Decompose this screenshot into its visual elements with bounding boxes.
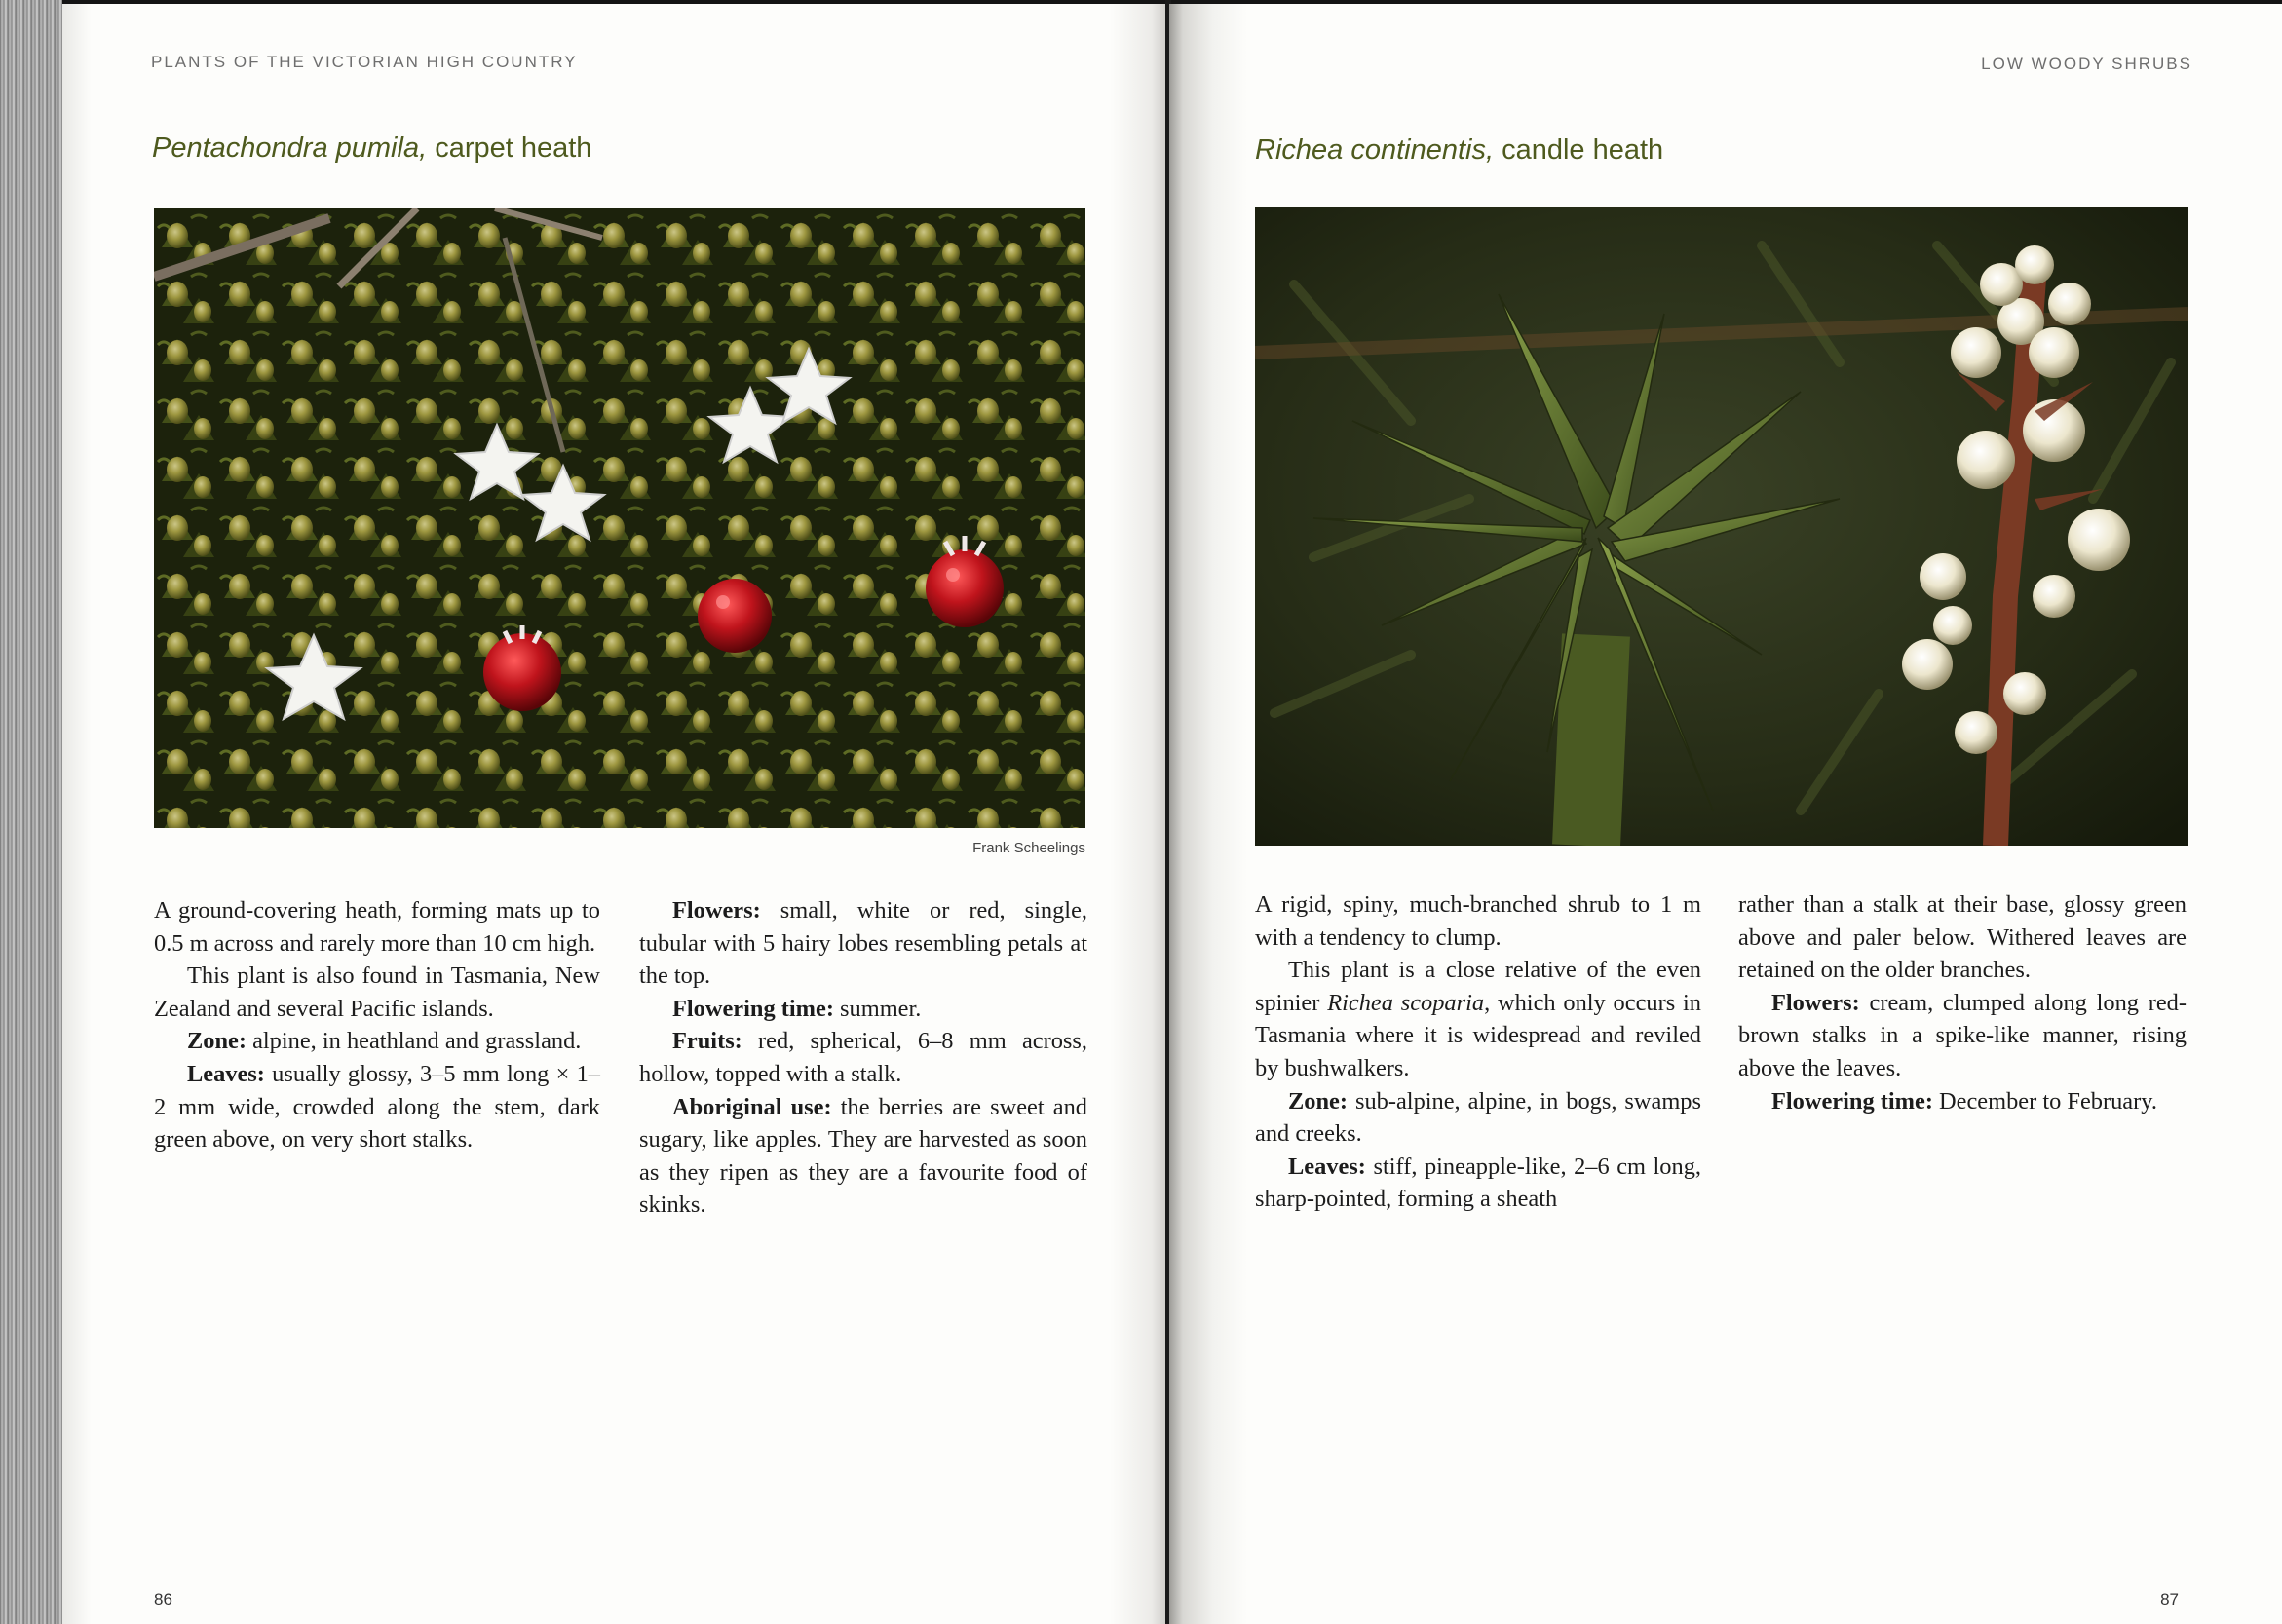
left-text-column-1	[154, 894, 600, 1156]
running-head-left: PLANTS OF THE VICTORIAN HIGH COUNTRY	[151, 53, 578, 71]
flowering-time-entry	[639, 993, 1087, 1026]
flowering-time-entry	[1738, 1085, 2187, 1118]
common-name: carpet heath	[435, 132, 592, 164]
flowering-time-text: December to February.	[1932, 1087, 2157, 1114]
paragraph-part: This plant is a close relative of the even spinier	[1255, 957, 1701, 1016]
flowers-label: Flowers:	[672, 897, 761, 924]
right-text-column-2	[1738, 888, 2187, 1117]
flowers-label: Flowers:	[1771, 989, 1860, 1016]
leaves-entry	[1255, 1151, 1701, 1216]
species-title-left	[152, 132, 591, 165]
paragraph-part: , which only occurs in Tasmania where it is widespread and reviled by bushwalkers.	[1255, 989, 1701, 1081]
aboriginal-use-text: the berries are sweet and sugary, like apples. They are harvested as soon as they ripen as they are a favourite food of skinks.	[639, 1093, 1088, 1219]
paragraph: A rigid, spiny, much-branched shrub to 1 m with a tendency to clump.	[1255, 891, 1701, 951]
page-number-right: 87	[2160, 1590, 2179, 1608]
paragraph: This plant is also found in Tasmania, New Zealand and several Pacific islands.	[154, 963, 600, 1022]
scientific-name: Pentachondra pumila,	[152, 132, 428, 164]
flowers-text: small, white or red, single, tubular with 5 hairy lobes resembling petals at the top.	[639, 897, 1087, 990]
page-number-left: 86	[154, 1590, 172, 1608]
right-page	[1169, 4, 2282, 1624]
right-text-column-1	[1255, 888, 1701, 1216]
fruits-text: red, spherical, 6–8 mm across, hollow, topped with a stalk.	[639, 1028, 1087, 1087]
zone-entry	[1255, 1085, 1701, 1151]
leaves-text: stiff, pineapple-like, 2–6 cm long, sharp-pointed, forming a sheath	[1255, 1152, 1701, 1213]
book-page-edges	[0, 0, 62, 1624]
zone-text: alpine, in heathland and grassland.	[246, 1028, 582, 1055]
aboriginal-use-entry	[639, 1091, 1087, 1222]
leaves-entry	[154, 1058, 600, 1156]
paragraph: rather than a stalk at their base, glossy green above and paler below. Withered leaves are retained on the older branches.	[1738, 891, 2187, 984]
paragraph: A ground-covering heath, forming mats up to 0.5 m across and rarely more than 10 cm high.	[154, 897, 600, 957]
flowering-time-label: Flowering time:	[672, 995, 834, 1022]
species-title-right	[1255, 134, 1663, 167]
flowering-time-label: Flowering time:	[1771, 1087, 1933, 1114]
flowers-text: cream, clumped along long red-brown stalks in a spike-like manner, rising above the leaves.	[1738, 989, 2187, 1081]
running-head-right: LOW WOODY SHRUBS	[1981, 55, 2192, 73]
scientific-name: Richea continentis,	[1255, 134, 1495, 166]
common-name: candle heath	[1502, 134, 1664, 166]
zone-label: Zone:	[1288, 1087, 1348, 1114]
zone-label: Zone:	[187, 1028, 247, 1055]
leaves-label: Leaves:	[1288, 1152, 1366, 1180]
zone-text: sub-alpine, alpine, in bogs, swamps and creeks.	[1255, 1087, 1701, 1148]
aboriginal-use-label: Aboriginal use:	[672, 1093, 832, 1120]
paragraph	[1255, 954, 1701, 1084]
leaves-text: usually glossy, 3–5 mm long × 1–2 mm wide, crowded along the stem, dark green above, on very short stalks.	[154, 1060, 600, 1153]
carpet-heath-photo	[154, 208, 1085, 828]
flowers-entry	[1738, 987, 2187, 1085]
fruits-entry	[639, 1025, 1087, 1090]
flowers-entry	[639, 894, 1087, 993]
leaves-label: Leaves:	[187, 1060, 265, 1087]
fruits-label: Fruits:	[672, 1028, 742, 1055]
flowering-time-text: summer.	[833, 995, 922, 1022]
zone-entry	[154, 1025, 600, 1058]
candle-heath-photo	[1255, 207, 2188, 846]
left-page	[62, 4, 1169, 1624]
left-text-column-2	[639, 894, 1087, 1222]
species-reference: Richea scoparia	[1327, 989, 1485, 1016]
photo-credit: Frank Scheelings	[972, 840, 1085, 856]
